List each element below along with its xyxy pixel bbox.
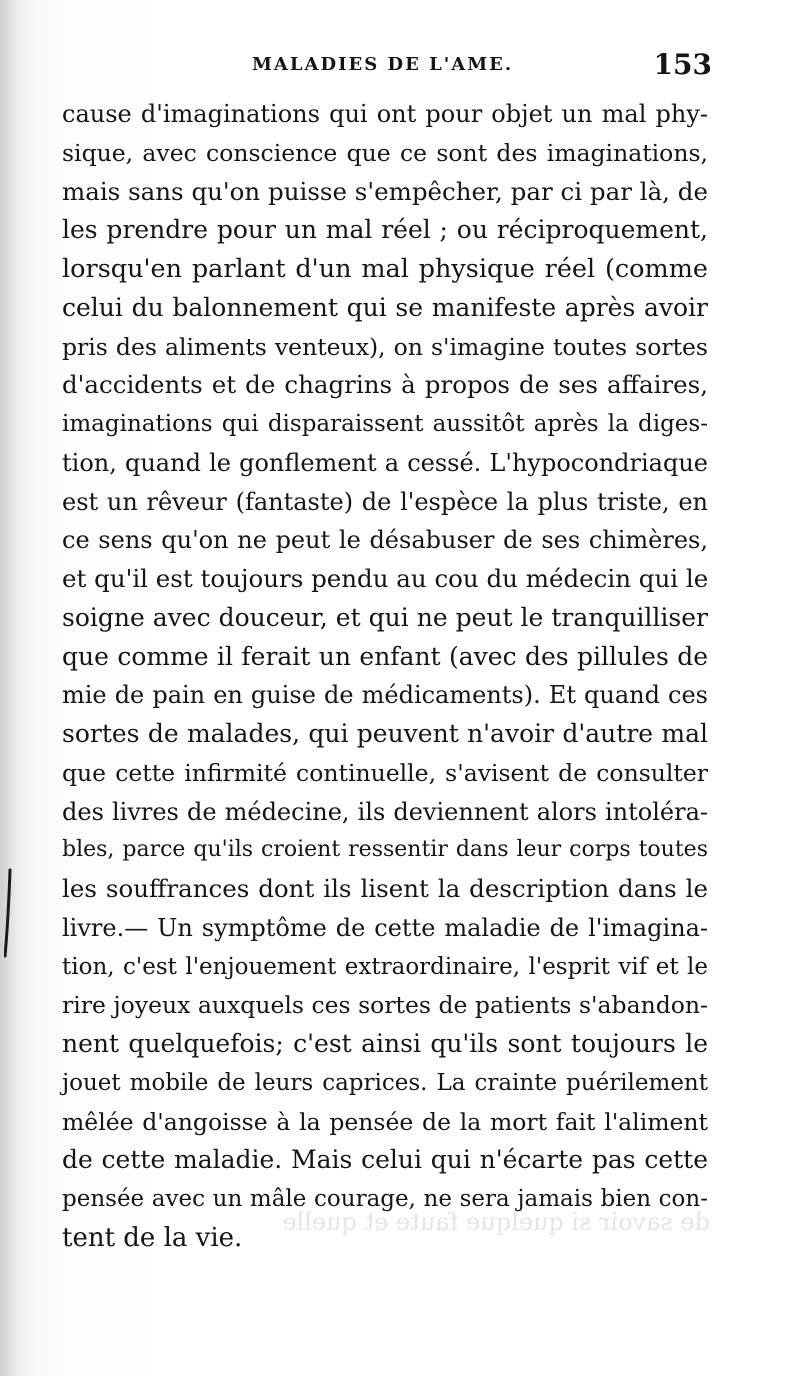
text-line: celui du balonnement qui se manifeste après avoir	[62, 292, 708, 322]
text-line: les prendre pour un mal réel ; ou réciproquement,	[62, 215, 708, 245]
page-header	[62, 48, 712, 84]
margin-ink-mark	[4, 868, 12, 958]
text-line: imaginations qui disparaissent aussitôt après la diges-	[62, 411, 708, 437]
text-line: des livres de médecine, ils deviennent alors intoléra-	[62, 797, 708, 826]
text-line: mie de pain en guise de médicaments). Et quand ces	[62, 681, 708, 710]
text-line: sique, avec conscience que ce sont des imaginations,	[62, 138, 708, 167]
text-line: bles, parce qu'ils croient ressentir dans leur corps toutes	[62, 837, 708, 863]
text-line: nent quelquefois; c'est ainsi qu'ils sont toujours le	[62, 1029, 708, 1058]
text-line: de cette maladie. Mais celui qui n'écarte pas cette	[62, 1145, 708, 1175]
page-number: 153	[653, 48, 712, 81]
gutter-shadow	[0, 0, 30, 1376]
text-line: tion, c'est l'enjouement extraordinaire, l'esprit vif et le	[62, 953, 708, 980]
text-line: mais sans qu'on puisse s'empêcher, par ci par là, de	[62, 176, 708, 206]
text-line: pris des aliments venteux), on s'imagine toutes sortes	[62, 332, 708, 361]
text-line: tent de la vie.	[62, 1222, 243, 1253]
text-line: pensée avec un mâle courage, ne sera jamais bien con-	[62, 1186, 708, 1212]
text-line: que comme il ferait un enfant (avec des pillules de	[62, 641, 708, 671]
text-line: les souffrances dont ils lisent la description dans le	[62, 874, 708, 903]
text-line: sortes de malades, qui peuvent n'avoir d'autre mal	[62, 719, 708, 748]
running-head: MALADIES DE L'AME.	[252, 54, 514, 75]
text-line: cause d'imaginations qui ont pour objet un mal phy-	[62, 100, 708, 128]
text-line: d'accidents et de chagrins à propos de ses affaires,	[62, 370, 708, 400]
text-line: est un rêveur (fantaste) de l'espèce la plus triste, en	[62, 487, 708, 516]
text-line: soigne avec douceur, et qui ne peut le tranquilliser	[62, 602, 708, 632]
text-line: tion, quand le gonflement a cessé. L'hypocondriaque	[62, 448, 708, 477]
text-line: rire joyeux auxquels ces sortes de patients s'abandon-	[62, 991, 708, 1020]
body-text	[62, 95, 708, 1258]
text-line: jouet mobile de leurs caprices. La crainte puérilement	[62, 1069, 708, 1096]
text-line: et qu'il est toujours pendu au cou du médecin qui le	[62, 564, 709, 593]
text-line: que cette infirmité continuelle, s'avisent de consulter	[62, 758, 708, 787]
text-line: ce sens qu'on ne peut le désabuser de ses chimères,	[62, 526, 708, 555]
text-line: mêlée d'angoisse à la pensée de la mort fait l'aliment	[62, 1107, 708, 1136]
text-line: livre.— Un symptôme de cette maladie de l'imagina-	[62, 913, 708, 942]
text-line: lorsqu'en parlant d'un mal physique réel (comme	[62, 254, 708, 284]
bleed-through-text: de savoir si quelque faute et quelle	[282, 1208, 710, 1236]
